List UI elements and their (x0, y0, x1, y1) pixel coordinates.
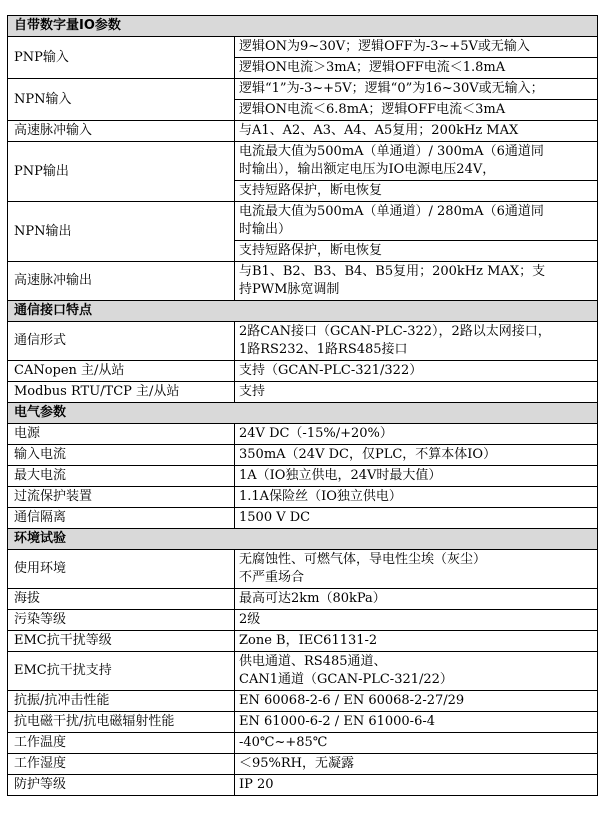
table-row (8, 508, 598, 529)
param-value (235, 202, 598, 241)
param-value (235, 322, 598, 361)
param-value (235, 382, 598, 403)
param-name: 输入电流 (8, 445, 235, 466)
param-value (235, 361, 598, 382)
param-value-line: 支持短路保护，断电恢复 (239, 243, 383, 258)
param-name: CANopen 主/从站 (8, 361, 235, 382)
table-row (8, 754, 598, 775)
table-row (8, 589, 598, 610)
param-name: PNP输入 (8, 37, 235, 79)
section-title: 电气参数 (8, 403, 598, 424)
table-row (8, 262, 598, 301)
param-value-line: 1.1A保险丝（IO独立供电） (239, 489, 402, 504)
param-name: 抗振/抗冲击性能 (8, 691, 235, 712)
param-value (235, 181, 598, 202)
table-row (8, 142, 598, 181)
table-row (8, 382, 598, 403)
table-row (8, 550, 598, 589)
section-header (8, 16, 598, 37)
param-value-line: 供电通道、RS485通道、 (239, 654, 387, 669)
section-header (8, 529, 598, 550)
table-row (8, 652, 598, 691)
param-name: 工作温度 (8, 733, 235, 754)
param-name: 使用环境 (8, 550, 235, 589)
param-name: EMC抗干扰支持 (8, 652, 235, 691)
param-value-line: 24V DC（-15%/+20%） (239, 426, 393, 441)
param-value (235, 58, 598, 79)
param-value (235, 241, 598, 262)
param-value-line: 无腐蚀性、可燃气体，导电性尘埃（灰尘） (239, 552, 487, 567)
param-value-line: 1500 V DC (239, 510, 311, 525)
table-row (8, 610, 598, 631)
param-value-line: 1路RS232、1路RS485接口 (239, 342, 408, 357)
param-name: 电源 (8, 424, 235, 445)
table-row (8, 79, 598, 100)
param-value-line: IP 20 (239, 777, 274, 792)
table-row (8, 322, 598, 361)
section-title: 环境试验 (8, 529, 598, 550)
param-name: PNP输出 (8, 142, 235, 202)
param-value-line: 逻辑ON电流＜6.8mA；逻辑OFF电流＜3mA (239, 102, 506, 117)
param-value-line: EN 60068-2-6 / EN 60068-2-27/29 (239, 693, 465, 708)
param-name: 海拔 (8, 589, 235, 610)
param-value-line: 最高可达2km（80kPa） (239, 591, 386, 606)
param-value-line: 逻辑ON电流＞3mA；逻辑OFF电流＜1.8mA (239, 60, 506, 75)
param-value (235, 691, 598, 712)
param-value (235, 733, 598, 754)
param-value-line: 电流最大值为500mA（单通道）/ 300mA（6通道同 (239, 144, 544, 159)
param-value-line: 电流最大值为500mA（单通道）/ 280mA（6通道同 (239, 204, 544, 219)
param-value (235, 445, 598, 466)
param-value (235, 652, 598, 691)
param-value-line: -40℃~+85℃ (239, 735, 328, 750)
param-name: NPN输出 (8, 202, 235, 262)
spec-table-body (8, 16, 598, 796)
param-name: 工作湿度 (8, 754, 235, 775)
param-value-line: 时输出） (239, 222, 292, 237)
param-value (235, 79, 598, 100)
param-name: 抗电磁干扰/抗电磁辐射性能 (8, 712, 235, 733)
param-value-line: 不严重场合 (239, 570, 305, 585)
param-value-line: 350mA（24V DC，仅PLC，不算本体IO） (239, 447, 497, 462)
param-value (235, 142, 598, 181)
table-row (8, 121, 598, 142)
param-name: 通信形式 (8, 322, 235, 361)
section-title: 自带数字量IO参数 (8, 16, 598, 37)
param-value-line: Zone B，IEC61131-2 (239, 633, 378, 648)
param-name: NPN输入 (8, 79, 235, 121)
param-name: 高速脉冲输出 (8, 262, 235, 301)
param-value (235, 610, 598, 631)
param-value-line: ＜95%RH，无凝露 (239, 756, 355, 771)
param-value-line: 时输出），输出额定电压为IO电源电压24V， (239, 162, 496, 177)
param-name: 最大电流 (8, 466, 235, 487)
spec-table (7, 15, 598, 796)
param-value (235, 262, 598, 301)
table-row (8, 424, 598, 445)
param-name: 防护等级 (8, 775, 235, 796)
table-row (8, 202, 598, 241)
param-value (235, 487, 598, 508)
param-value (235, 424, 598, 445)
param-value-line: 1A（IO独立供电，24V时最大值） (239, 468, 442, 483)
param-value-line: 逻辑ON为9~30V；逻辑OFF为-3~+5V或无输入 (239, 39, 530, 54)
param-value-line: EN 61000-6-2 / EN 61000-6-4 (239, 714, 436, 729)
param-name: Modbus RTU/TCP 主/从站 (8, 382, 235, 403)
table-row (8, 733, 598, 754)
param-value (235, 712, 598, 733)
param-value (235, 508, 598, 529)
param-value-line: 2路CAN接口（GCAN-PLC-322），2路以太网接口， (239, 324, 551, 339)
param-value (235, 100, 598, 121)
table-row (8, 691, 598, 712)
param-name: 通信隔离 (8, 508, 235, 529)
param-value (235, 121, 598, 142)
param-name: 过流保护装置 (8, 487, 235, 508)
param-value-line: 支持短路保护，断电恢复 (239, 183, 383, 198)
param-value-line: 支持 (239, 384, 266, 399)
table-row (8, 37, 598, 58)
param-value (235, 466, 598, 487)
section-title: 通信接口特点 (8, 301, 598, 322)
table-row (8, 631, 598, 652)
param-value (235, 754, 598, 775)
param-value-line: 与B1、B2、B3、B4、B5复用；200kHz MAX；支 (239, 264, 546, 279)
table-row (8, 487, 598, 508)
table-row (8, 775, 598, 796)
param-value-line: 持PWM脉宽调制 (239, 282, 340, 297)
param-value-line: 与A1、A2、A3、A4、A5复用；200kHz MAX (239, 123, 519, 138)
table-row (8, 445, 598, 466)
param-value-line: 支持（GCAN-PLC-321/322） (239, 363, 423, 378)
param-name: 高速脉冲输入 (8, 121, 235, 142)
table-row (8, 712, 598, 733)
param-value-line: CAN1通道（GCAN-PLC-321/22） (239, 672, 453, 687)
param-value (235, 589, 598, 610)
param-value-line: 2级 (239, 612, 261, 627)
param-value (235, 775, 598, 796)
param-value (235, 37, 598, 58)
table-row (8, 466, 598, 487)
param-value (235, 550, 598, 589)
param-value-line: 逻辑“1”为-3~+5V；逻辑“0”为16~30V或无输入； (239, 81, 544, 96)
param-name: 污染等级 (8, 610, 235, 631)
section-header (8, 403, 598, 424)
table-row (8, 361, 598, 382)
param-value (235, 631, 598, 652)
section-header (8, 301, 598, 322)
param-name: EMC抗干扰等级 (8, 631, 235, 652)
